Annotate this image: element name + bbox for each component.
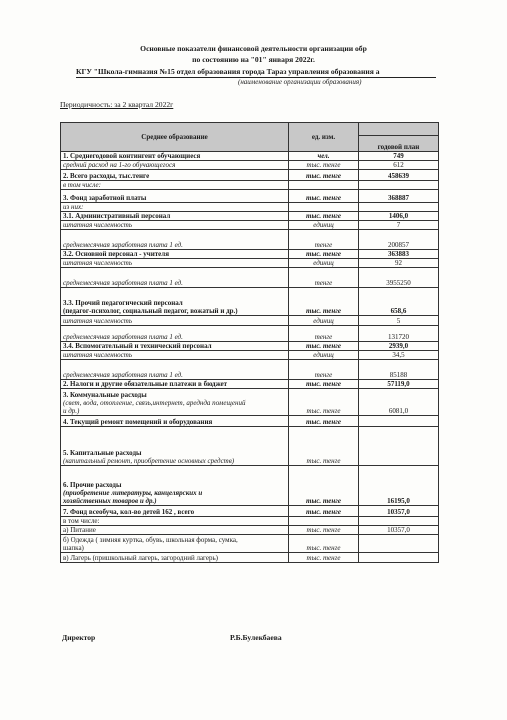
row-value: 658,6 (359, 288, 439, 316)
row-value: 458639 (359, 170, 439, 181)
row-value (359, 203, 439, 212)
table-row (61, 230, 439, 250)
table-row (61, 250, 439, 259)
row-name: 3. Фонд заработной платы (63, 194, 147, 202)
row-name-cell (61, 268, 289, 288)
row-name-cell (61, 170, 289, 181)
table-row (61, 221, 439, 230)
row-name: 1. Среднегодовой контингент обучающиеся (63, 152, 201, 160)
row-unit (289, 517, 359, 526)
row-name: 2. Налоги и другие обязательные платежи в бюджет (63, 380, 228, 388)
header-plan: годовой план (359, 136, 439, 152)
row-name-cell (61, 466, 289, 506)
row-name: шапка) (63, 544, 84, 552)
table-header-row (61, 123, 439, 136)
organization-caption: (наименование организации образования) (238, 78, 362, 86)
row-name-cell (61, 326, 289, 342)
row-name-cell (61, 380, 289, 389)
row-name: среднемесячная заработная плата 1 ед. (63, 241, 183, 249)
row-name-cell (61, 553, 289, 563)
report-title: Основные показатели финансовой деятельности организации обр (140, 44, 367, 53)
table-row (61, 316, 439, 326)
row-unit: тыс. тенге (289, 466, 359, 506)
row-name-cell (61, 250, 289, 259)
row-name: 3.1. Административный персонал (63, 212, 171, 220)
row-name-cell (61, 230, 289, 250)
row-value: 10357,0 (359, 526, 439, 535)
row-value: 131720 (359, 326, 439, 342)
row-name: (капитальный ремонт, приобретение основных средств) (63, 457, 235, 465)
row-unit: единиц (289, 316, 359, 326)
table-row (61, 389, 439, 416)
row-value: 368887 (359, 190, 439, 203)
table-row (61, 212, 439, 221)
table-row (61, 526, 439, 535)
row-name-cell (61, 351, 289, 360)
row-value: 6081,0 (359, 389, 439, 416)
table-row (61, 288, 439, 316)
row-value: 612 (359, 161, 439, 170)
table-row (61, 466, 439, 506)
row-name-cell (61, 221, 289, 230)
row-unit: тыс. тенге (289, 288, 359, 316)
row-name: хозяйственных товаров и др.) (63, 497, 157, 505)
row-unit: тенге (289, 268, 359, 288)
table-row (61, 416, 439, 427)
row-name: и др.) (63, 407, 80, 415)
row-unit: тыс. тенге (289, 535, 359, 553)
signature-role: Директор (62, 633, 96, 642)
row-value: 363883 (359, 250, 439, 259)
row-name: (педагог-психолог, социальный педагог, вожатый и др.) (63, 307, 238, 315)
row-name: 2. Всего расходы, тыс.тенге (63, 172, 150, 180)
row-value (359, 553, 439, 563)
signature-name: Р.Б.Булекбаева (230, 633, 282, 642)
row-unit: тыс. тенге (289, 427, 359, 466)
header-blank (359, 123, 439, 136)
row-name-cell (61, 152, 289, 161)
row-name: 7. Фонд всеобуча, кол-во детей 162 , всего (63, 508, 195, 516)
row-unit: тенге (289, 326, 359, 342)
row-unit: тыс. тенге (289, 553, 359, 563)
table-row (61, 259, 439, 268)
row-value (359, 181, 439, 190)
table-row (61, 427, 439, 466)
row-name: штатная численность (63, 351, 133, 359)
row-unit: тыс. тенге (289, 250, 359, 259)
row-unit: единиц (289, 221, 359, 230)
row-name: (свет, вода, отопление, связь,интернет, аредндa помещений (63, 399, 246, 407)
row-unit: тыс. тенге (289, 170, 359, 181)
row-name-cell (61, 181, 289, 190)
row-unit: тыс. тенге (289, 342, 359, 351)
row-unit: тыс. тенге (289, 389, 359, 416)
row-value (359, 517, 439, 526)
table-row (61, 181, 439, 190)
row-unit: тенге (289, 360, 359, 380)
row-value (359, 535, 439, 553)
row-name-cell (61, 288, 289, 316)
row-name: а) Питание (63, 526, 96, 534)
table-row (61, 380, 439, 389)
header-unit: ед. изм. (289, 123, 359, 152)
row-value: 1406,0 (359, 212, 439, 221)
table-row (61, 506, 439, 517)
row-name: из них: (63, 203, 84, 211)
row-name: 3. Коммунальные расходы (63, 391, 147, 399)
row-name: в том числе: (63, 181, 101, 189)
table-row (61, 517, 439, 526)
table-row (61, 203, 439, 212)
row-name-cell (61, 161, 289, 170)
table-row (61, 161, 439, 170)
row-value: 7 (359, 221, 439, 230)
row-unit: тыс. тенге (289, 380, 359, 389)
row-name-cell (61, 389, 289, 416)
row-value: 10357,0 (359, 506, 439, 517)
row-name: среднемесячная заработная плата 1 ед. (63, 371, 183, 379)
financial-table (60, 122, 439, 563)
row-value (359, 427, 439, 466)
row-name: штатная численность (63, 259, 133, 267)
header-education: Среднее образование (61, 123, 289, 152)
row-unit: тыс. тенге (289, 161, 359, 170)
row-unit: тыс. тенге (289, 526, 359, 535)
row-unit: чел. (289, 152, 359, 161)
row-value (359, 416, 439, 427)
row-name-cell (61, 427, 289, 466)
row-name: 3.4. Вспомогательный и технический персонал (63, 342, 212, 350)
row-name-cell (61, 203, 289, 212)
table-row (61, 342, 439, 351)
row-name: 3.2. Основной персонал - учителя (63, 250, 169, 258)
row-value: 3955250 (359, 268, 439, 288)
row-name: среднемесячная заработная плата 1 ед. (63, 279, 183, 287)
row-name: средний расход на 1-го обучающегося (63, 161, 176, 169)
row-name: среднемесячная заработная плата 1 ед. (63, 333, 183, 341)
table-row (61, 152, 439, 161)
reporting-period: Периодичность: за 2 квартал 2022г (60, 100, 174, 109)
row-unit: тенге (289, 230, 359, 250)
row-value: 85188 (359, 360, 439, 380)
row-name-cell (61, 416, 289, 427)
row-name-cell (61, 212, 289, 221)
row-value: 34,5 (359, 351, 439, 360)
row-value: 5 (359, 316, 439, 326)
row-name: в том числе: (63, 517, 100, 525)
table-row (61, 190, 439, 203)
row-name: в) Лагерь (пришкольный лагерь, загородний лагерь) (63, 554, 218, 562)
row-name: 3.3. Прочий педагогический персонал (63, 299, 183, 307)
row-name: штатная численность (63, 317, 133, 325)
row-name-cell (61, 259, 289, 268)
row-unit: тыс. тенге (289, 506, 359, 517)
row-unit: единиц (289, 259, 359, 268)
row-unit: тыс. тенге (289, 212, 359, 221)
row-name-cell (61, 190, 289, 203)
table-row (61, 535, 439, 553)
row-name: 6. Прочие расходы (63, 481, 122, 489)
row-name-cell (61, 506, 289, 517)
row-value: 2939,0 (359, 342, 439, 351)
row-name: 4. Текущий ремонт помещений и оборудования (63, 418, 213, 426)
row-value: 16195,0 (359, 466, 439, 506)
row-name: 5. Капитальные расходы (63, 449, 142, 457)
row-unit: тыс. тенге (289, 416, 359, 427)
row-value: 200857 (359, 230, 439, 250)
table-row (61, 360, 439, 380)
row-value: 749 (359, 152, 439, 161)
report-date: по состоянию на "01" января 2022г. (192, 55, 315, 64)
row-unit: тыс. тенге (289, 190, 359, 203)
row-name: (приобретение литературы, канцелярских и (63, 489, 203, 497)
table-row (61, 553, 439, 563)
row-value: 57119,0 (359, 380, 439, 389)
row-value: 92 (359, 259, 439, 268)
table-row (61, 326, 439, 342)
row-name-cell (61, 535, 289, 553)
table-row (61, 170, 439, 181)
row-name-cell (61, 360, 289, 380)
row-name: б) Одежда ( зимняя куртка, обувь, школьная форма, сумка, (63, 536, 238, 544)
row-name: штатная численность (63, 221, 133, 229)
row-name-cell (61, 526, 289, 535)
row-unit (289, 203, 359, 212)
row-unit (289, 181, 359, 190)
row-name-cell (61, 316, 289, 326)
row-unit: единиц (289, 351, 359, 360)
row-name-cell (61, 342, 289, 351)
table-row (61, 351, 439, 360)
row-name-cell (61, 517, 289, 526)
organization-name: КГУ "Школа-гимназия №15 отдел образования города Тараз управления образования а (76, 67, 436, 78)
table-row (61, 268, 439, 288)
